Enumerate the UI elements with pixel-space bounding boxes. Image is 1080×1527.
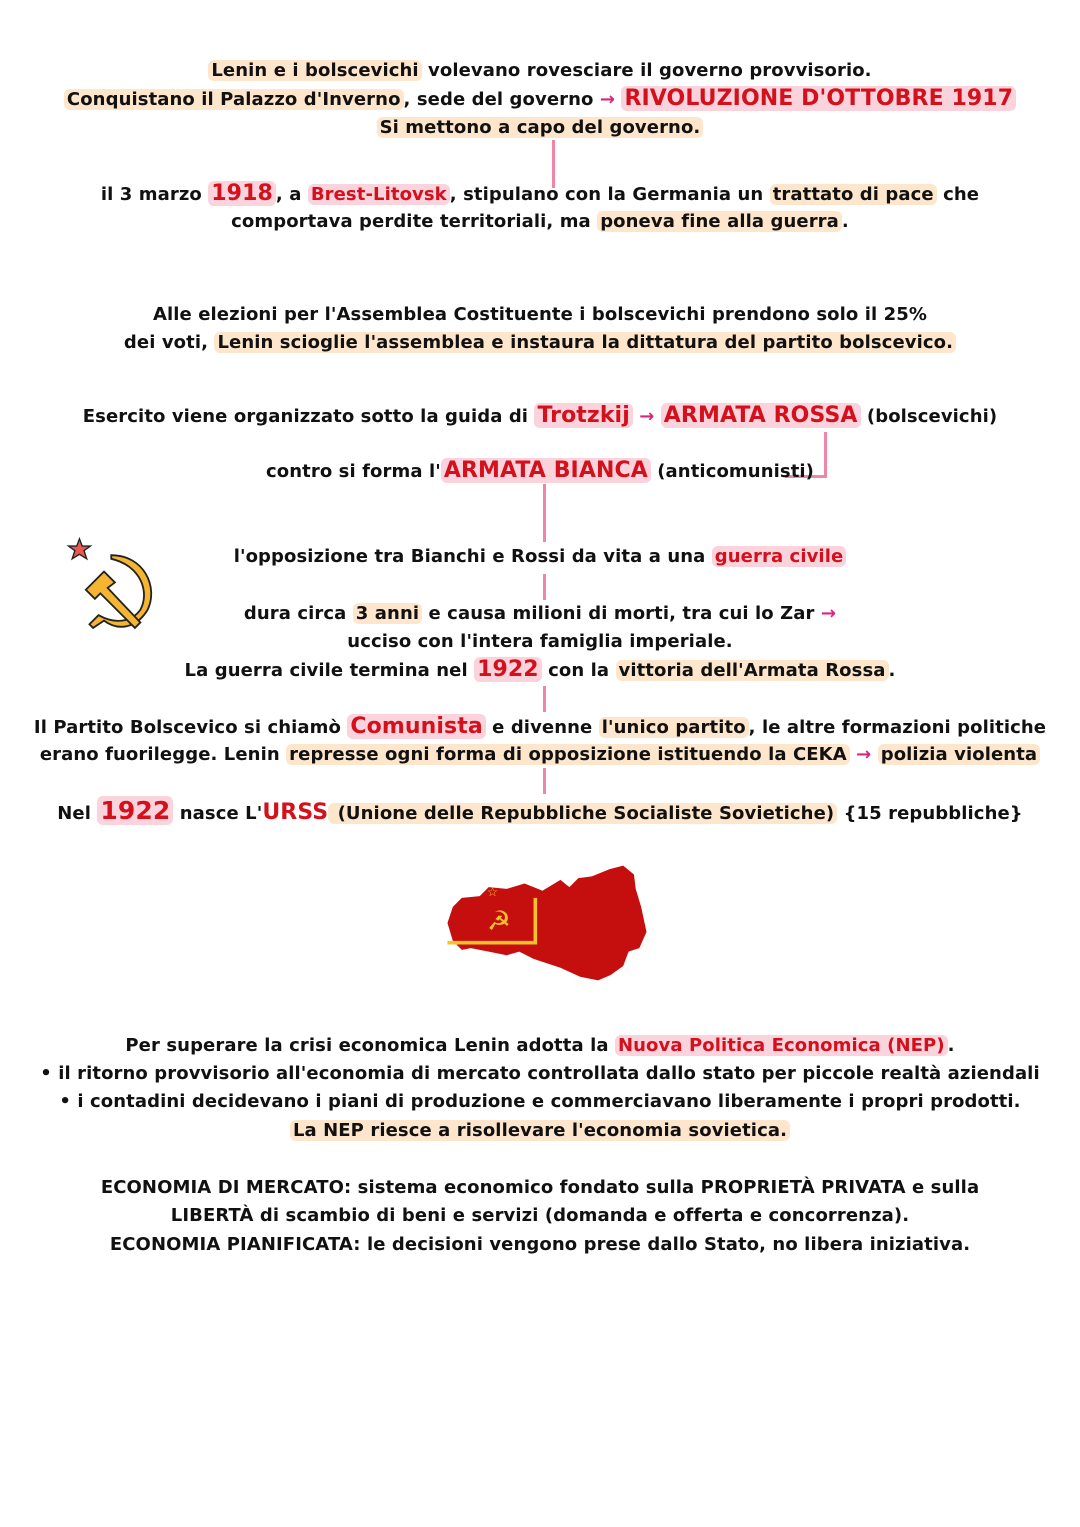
- connector-line: [543, 484, 546, 542]
- text-line: Esercito viene organizzato sotto la guida di Trotzkij → ARMATA ROSSA (bolscevichi): [82, 403, 998, 428]
- definition-line: ECONOMIA PIANIFICATA: le decisioni vengono prese dallo Stato, no libera iniziativa.: [109, 1234, 971, 1255]
- highlight: poneva fine alla guerra: [597, 211, 842, 232]
- bullet-item: • i contadini decidevano i piani di produzione e commerciavano liberamente i propri prodotti.: [59, 1091, 1021, 1112]
- text-line: Alle elezioni per l'Assemblea Costituente i bolscevichi prendono solo il 25%: [152, 304, 928, 325]
- text-line: [0, 1117, 1080, 1145]
- year: 1922: [474, 657, 542, 682]
- highlight: Lenin e i bolscevichi: [208, 60, 421, 81]
- text-line: ucciso con l'intera famiglia imperiale.: [347, 631, 733, 652]
- arrow-icon: →: [599, 89, 616, 110]
- year: 1918: [208, 181, 276, 206]
- highlight: Lenin scioglie l'assemblea e instaura la dittatura del partito bolscevico.: [214, 332, 956, 353]
- connector-line: [543, 768, 546, 794]
- text-line: Lenin e i bolscevichi volevano rovesciare il governo provvisorio.: [0, 57, 1080, 85]
- definition-line: LIBERTÀ di scambio di beni e servizi (domanda e offerta e concorrenza).: [170, 1205, 910, 1226]
- definition-line: ECONOMIA DI MERCATO: sistema economico fondato sulla PROPRIETÀ PRIVATA e sulla: [100, 1177, 980, 1198]
- svg-text:☆: ☆: [486, 884, 499, 900]
- highlight-red: Comunista: [347, 714, 485, 739]
- highlight-red: Nuova Politica Economica (NEP): [615, 1035, 948, 1056]
- text-line: erano fuorilegge. Lenin represse ogni forma di opposizione istituendo la CEKA → polizia violenta: [0, 741, 1080, 769]
- text-line: il 3 marzo 1918 , a Brest-Litovsk , stipulano con la Germania un trattato di pace che: [100, 181, 980, 206]
- highlight: Si mettono a capo del governo.: [377, 117, 704, 138]
- bullet-item: • il ritorno provvisorio all'economia di mercato controllata dallo stato per piccole realtà aziendali: [40, 1063, 1040, 1084]
- text-line: dei voti, Lenin scioglie l'assemblea e instaura la dittatura del partito bolscevico.: [0, 329, 1080, 357]
- highlight-red: RIVOLUZIONE D'OTTOBRE 1917: [621, 86, 1016, 111]
- army-white: ARMATA BIANCA: [441, 458, 651, 483]
- text-line: Per superare la crisi economica Lenin adotta la Nuova Politica Economica (NEP) .: [125, 1035, 955, 1056]
- year: 1922: [97, 796, 173, 825]
- highlight: La NEP riesce a risollevare l'economia sovietica.: [290, 1120, 790, 1141]
- text-line: Conquistano il Palazzo d'Inverno , sede del governo → RIVOLUZIONE D'OTTOBRE 1917: [0, 85, 1080, 114]
- highlight: vittoria dell'Armata Rossa: [616, 660, 889, 681]
- highlight: polizia violenta: [878, 744, 1040, 765]
- highlight: Conquistano il Palazzo d'Inverno: [64, 89, 404, 110]
- connector-line: [543, 574, 546, 600]
- person: Trotzkij: [534, 403, 632, 428]
- text-line: dura circa 3 anni e causa milioni di morti, tra cui lo Zar →: [243, 603, 837, 624]
- highlight: trattato di pace: [770, 184, 937, 205]
- ussr-map-image: [430, 862, 655, 992]
- text-line: comportava perdite territoriali, ma poneva fine alla guerra .: [231, 211, 849, 232]
- highlight-red: guerra civile: [712, 546, 847, 567]
- urss: URSS: [262, 800, 329, 825]
- highlight: l'unico partito: [599, 717, 749, 738]
- arrow-icon: →: [856, 744, 872, 765]
- text-line: La guerra civile termina nel 1922 con la vittoria dell'Armata Rossa .: [184, 657, 896, 682]
- svg-text:☭: ☭: [486, 906, 512, 938]
- place: Brest-Litovsk: [308, 184, 450, 205]
- text-line: Il Partito Bolscevico si chiamò Comunista e divenne l'unico partito , le altre formazioni politiche: [33, 714, 1047, 739]
- text-line: Nel 1922 nasce L'URSS (Unione delle Repubbliche Socialiste Sovietiche) {15 repubbliche}: [57, 796, 1023, 825]
- army-red: ARMATA ROSSA: [661, 403, 861, 428]
- arrow-icon: →: [820, 603, 837, 624]
- arrow-icon: →: [639, 406, 655, 427]
- text-line: contro si forma l' ARMATA BIANCA (anticomunisti): [265, 458, 814, 483]
- highlight: 3 anni: [353, 603, 422, 624]
- highlight: (Unione delle Repubbliche Socialiste Sovietiche): [328, 803, 837, 824]
- connector-line: [543, 686, 546, 712]
- text-line: l'opposizione tra Bianchi e Rossi da vita a una guerra civile: [0, 543, 1080, 571]
- highlight: represse ogni forma di opposizione istituendo la CEKA: [286, 744, 850, 765]
- text-line: [0, 114, 1080, 142]
